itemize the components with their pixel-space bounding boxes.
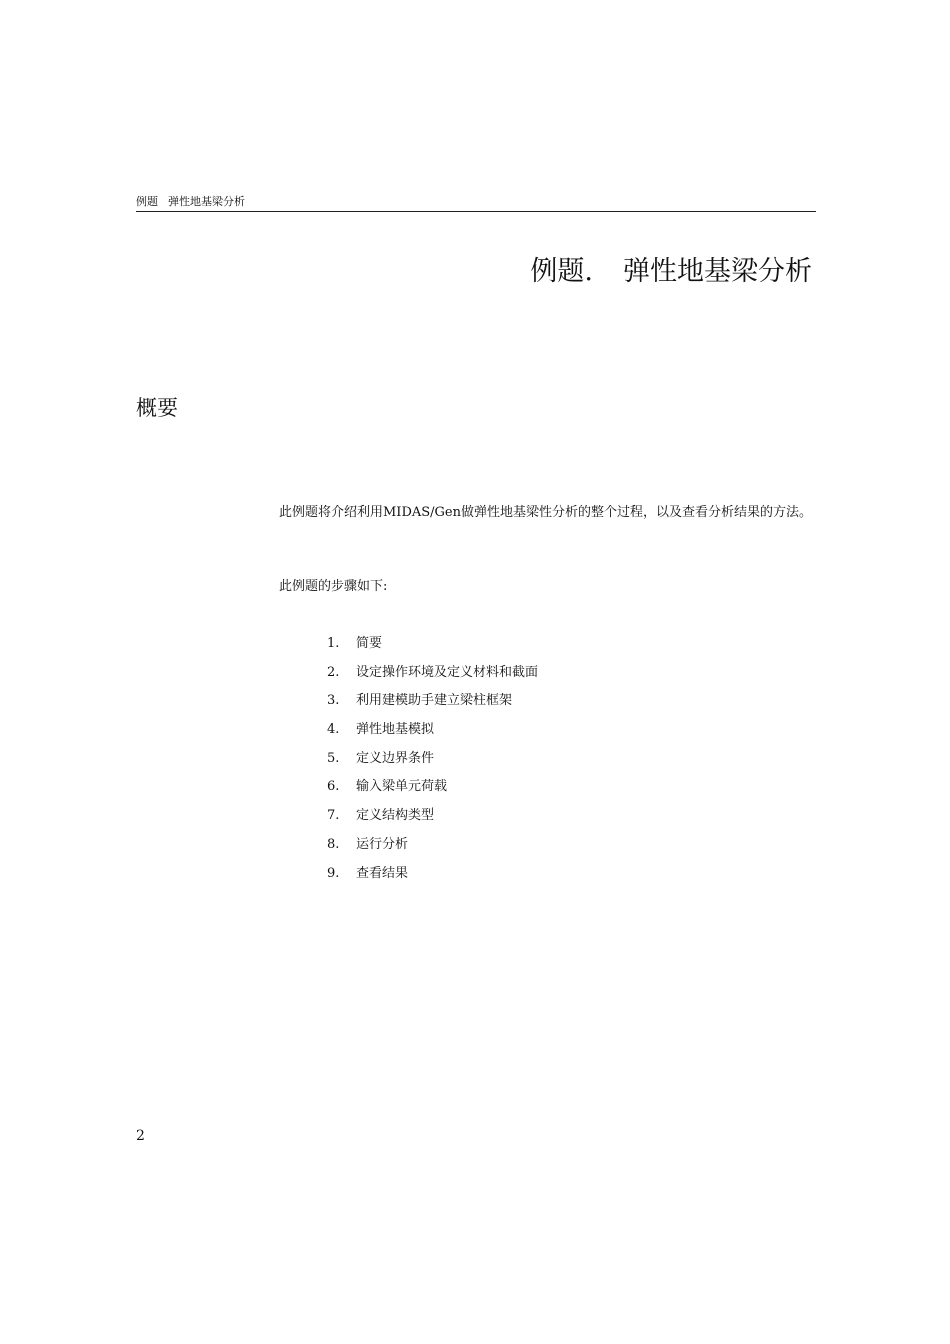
step-text: 设定操作环境及定义材料和截面 [356,664,539,680]
step-number: 6. [327,779,340,795]
step-number: 2. [327,664,340,680]
list-item [327,802,538,831]
step-number: 9. [327,865,340,881]
step-number: 7. [327,808,340,824]
step-text: 定义结构类型 [356,808,435,824]
list-item [327,745,538,774]
list-item [327,773,538,802]
step-number: 1. [327,636,340,651]
running-header-subject: 弹性地基梁分析 [168,195,245,208]
section-heading-overview: 概要 [136,396,178,420]
list-item [327,659,538,688]
page-title-prefix: 例题. [530,256,593,287]
list-item [327,716,538,745]
step-text: 运行分析 [356,836,409,852]
list-item [327,860,538,889]
step-number: 8. [327,836,340,852]
running-header [136,195,816,212]
step-text: 定义边界条件 [356,750,435,766]
running-header-label: 例题 [136,195,158,208]
steps-lead-text: 此例题的步骤如下: [279,579,388,594]
step-text: 查看结果 [356,865,409,881]
step-number: 5. [327,750,340,766]
list-item [327,687,538,716]
step-text: 利用建模助手建立梁柱框架 [356,693,513,709]
page-number: 2 [136,1128,145,1144]
step-text: 弹性地基模拟 [356,722,435,738]
steps-list [327,630,538,888]
page-title [530,252,812,292]
list-item [327,630,538,659]
step-text: 简要 [356,636,383,651]
intro-paragraph: 此例题将介绍利用MIDAS/Gen做弹性地基梁性分析的整个过程，以及查看分析结果的方法。 [279,505,812,520]
page-title-text: 弹性地基梁分析 [623,256,812,287]
step-number: 3. [327,693,340,709]
step-number: 4. [327,722,340,738]
step-text: 输入梁单元荷载 [356,779,448,795]
list-item [327,831,538,860]
